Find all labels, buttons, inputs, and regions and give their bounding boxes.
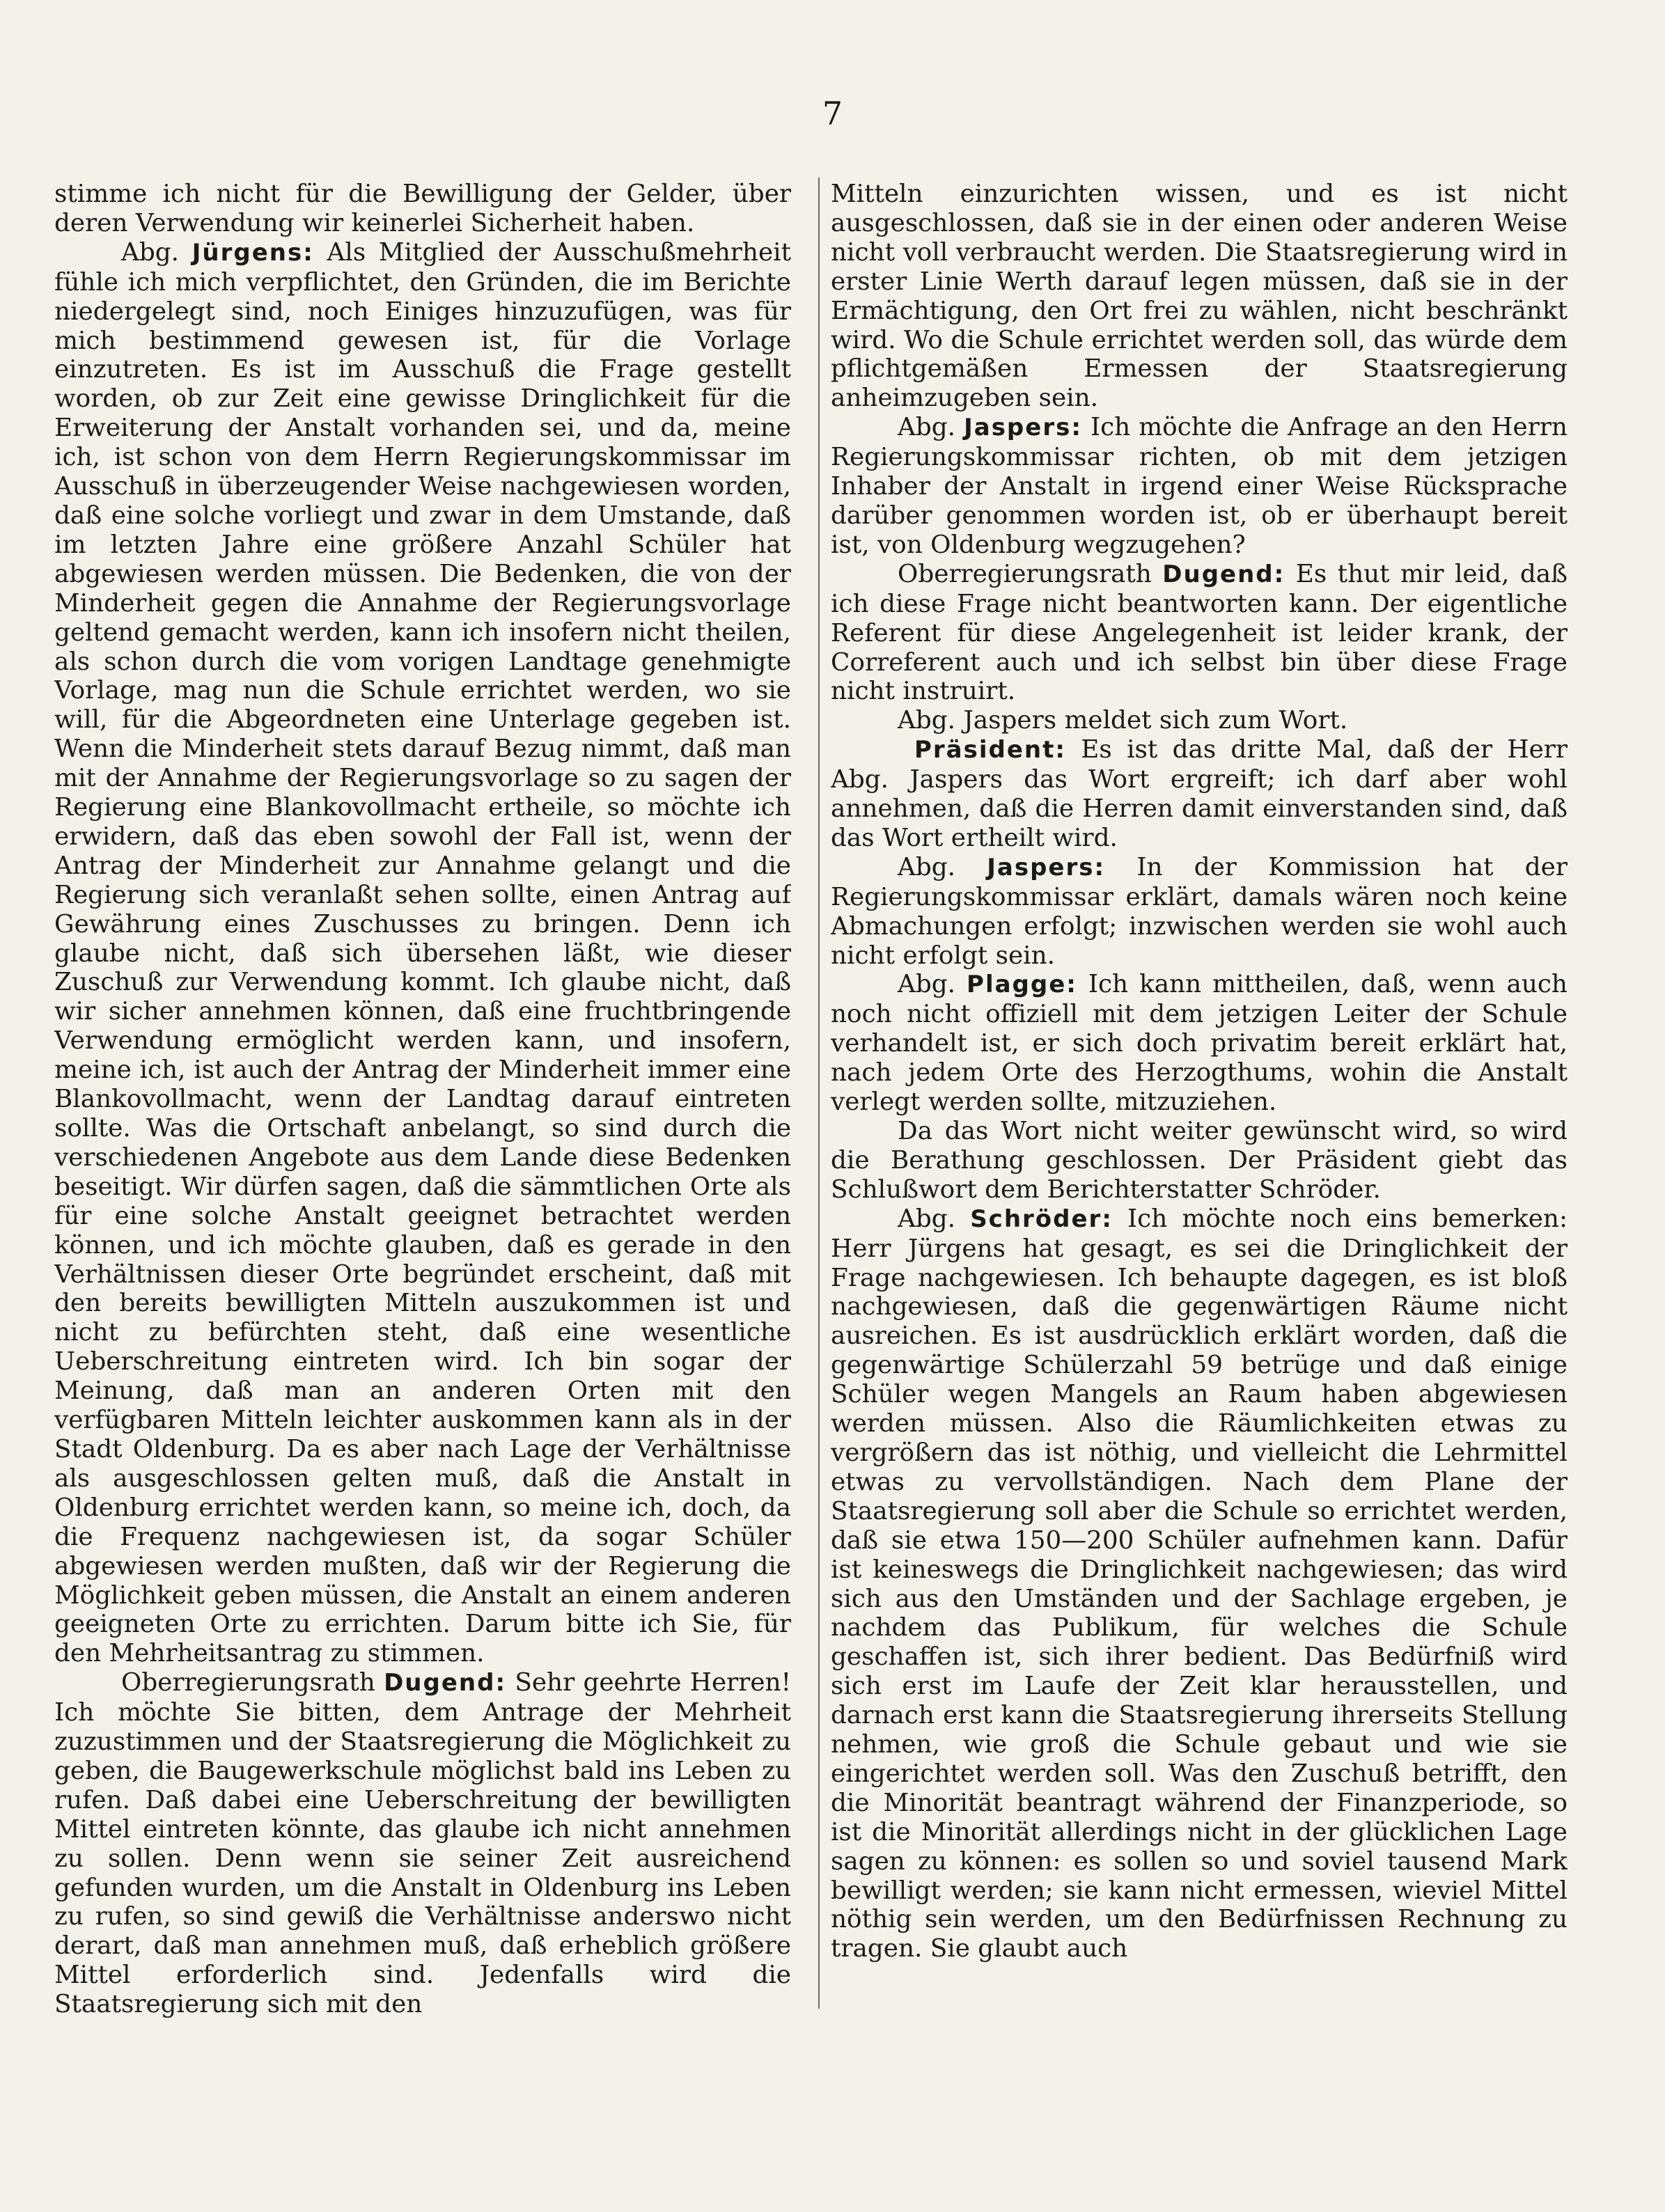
page-number: 7 bbox=[822, 95, 843, 132]
speaker-prefix: Oberregierungsrath bbox=[121, 1668, 375, 1697]
paragraph bbox=[831, 735, 1568, 853]
paragraph bbox=[831, 560, 1568, 707]
paragraph bbox=[54, 1668, 791, 2019]
left-column bbox=[54, 180, 791, 2060]
paragraph bbox=[831, 180, 1568, 413]
speaker-prefix: Abg. bbox=[121, 237, 180, 267]
paragraph bbox=[831, 853, 1568, 971]
paragraph-text: Da das Wort nicht weiter gewünscht wird, so wird die Berathung geschlossen. Der Präsident giebt das Schlußwort dem Berichterstatter Schröder. bbox=[831, 1117, 1568, 1204]
speaker-prefix: Abg. bbox=[898, 413, 956, 442]
speaker-name: Schröder: bbox=[970, 1205, 1113, 1233]
speaker-name: Plagge: bbox=[967, 971, 1077, 999]
speaker-name: Jaspers: bbox=[987, 853, 1106, 881]
paragraph-text: Ich kann mittheilen, daß, wenn auch noch nicht offiziell mit dem jetzigen Leiter der Schule verhandelt ist, er sich doch privatim bereit erklärt hat, nach jedem Orte des Herzogthums, wohin die Anstalt verlegt werden sollte, mitzuziehen. bbox=[831, 970, 1568, 1117]
paragraph bbox=[831, 413, 1568, 560]
paragraph bbox=[831, 1205, 1568, 1964]
paragraph-text: Es ist das dritte Mal, daß der Herr Abg. Jaspers das Wort ergreift; ich darf aber wohl annehmen, daß die Herren damit einverstanden sind, daß das Wort ertheilt wird. bbox=[831, 735, 1568, 852]
paragraph-text: Sehr geehrte Herren! Ich möchte Sie bitten, dem Antrage der Mehrheit zuzustimmen und der Staatsregierung die Möglichkeit zu geben, die Baugewerkschule möglichst bald ins Leben zu rufen. Daß dabei eine Ueberschreitung der bewilligten Mittel eintreten könnte, das glaube ich nicht annehmen zu sollen. Denn wenn sie seiner Zeit ausreichend gefunden wurden, um die Anstalt in Oldenburg ins Leben zu rufen, so sind gewiß die Verhältnisse anderswo nicht derart, daß man annehmen muß, daß erheblich größere Mittel erforderlich sind. Jedenfalls wird die Staatsregierung sich mit den bbox=[54, 1668, 791, 2019]
speaker-prefix: Abg. bbox=[898, 1204, 956, 1233]
paragraph-text: In der Kommission hat der Regierungskommissar erklärt, damals wären noch keine Abmachungen erfolgt; inzwischen werden sie wohl auch nicht erfolgt sein. bbox=[831, 852, 1568, 970]
speaker-name: Dugend: bbox=[1162, 560, 1285, 588]
speaker-name: Präsident: bbox=[914, 736, 1066, 764]
paragraph bbox=[831, 706, 1568, 735]
speaker-prefix: Oberregierungsrath bbox=[898, 559, 1152, 588]
paragraph-text: Als Mitglied der Ausschußmehrheit fühle ich mich verpflichtet, den Gründen, die im Berichte niedergelegt sind, noch Einiges hinzuzufügen, was für mich bestimmend gewesen ist, für die Vorlage einzutreten. Es ist im Ausschuß die Frage gestellt worden, ob zur Zeit eine gewisse Dringlichkeit für die Erweiterung der Anstalt vorhanden sei, und da, meine ich, ist schon von dem Herrn Regierungskommissar im Ausschuß in überzeugender Weise nachgewiesen worden, daß eine solche vorliegt und zwar in dem Umstande, daß im letzten Jahre eine größere Anzahl Schüler hat abgewiesen werden müssen. Die Bedenken, die von der Minderheit gegen die Annahme der Regierungsvorlage geltend gemacht werden, kann ich insofern nicht theilen, als schon durch die vom vorigen Landtage genehmigte Vorlage, mag nun die Schule errichtet werden, wo sie will, für die Abgeordneten eine Unterlage gegeben ist. Wenn die Minderheit stets darauf Bezug nimmt, daß man mit der Annahme der Regierungsvorlage so zu sagen der Regierung eine Blankovollmacht ertheile, so möchte ich erwidern, daß das eben sowohl der Fall ist, wenn der Antrag der Minderheit zur Annahme gelangt und die Regierung sich veranlaßt sehen sollte, einen Antrag auf Gewährung eines Zuschusses zu bringen. Denn ich glaube nicht, daß sich übersehen läßt, wie dieser Zuschuß zur Verwendung kommt. Ich glaube nicht, daß wir sicher annehmen können, daß eine fruchtbringende Verwendung ermöglicht werden kann, und insofern, meine ich, ist auch der Antrag der Minderheit immer eine Blankovollmacht, wenn der Landtag darauf eintreten sollte. Was die Ortschaft anbelangt, so sind durch die verschiedenen Angebote aus dem Lande diese Bedenken beseitigt. Wir dürfen sagen, daß die sämmtlichen Orte als für eine solche Anstalt geeignet betrachtet werden können, und ich möchte glauben, daß es gerade in den Verhältnissen dieser Orte begründet erscheint, daß mit den bereits bewilligten Mitteln auszukommen ist und nicht zu befürchten steht, daß eine wesentliche Ueberschreitung eintreten wird. Ich bin sogar der Meinung, daß man an anderen Orten mit den verfügbaren Mitteln leichter auskommen kann als in der Stadt Oldenburg. Da es aber nach Lage der Verhältnisse als ausgeschlossen gelten muß, daß die Anstalt in Oldenburg errichtet werden kann, so meine ich, doch, da die Frequenz nachgewiesen ist, da sogar Schüler abgewiesen werden mußten, daß wir der Regierung die Möglichkeit geben müssen, die Anstalt an einem anderen geeigneten Orte zu errichten. Darum bitte ich Sie, für den Mehrheitsantrag zu stimmen. bbox=[54, 237, 791, 1668]
speaker-name: Dugend: bbox=[384, 1669, 507, 1697]
note-text: Abg. Jaspers meldet sich zum Wort. bbox=[898, 706, 1348, 735]
speaker-name: Jürgens: bbox=[191, 238, 314, 267]
right-column bbox=[831, 180, 1568, 2060]
column-divider bbox=[818, 178, 820, 2009]
paragraph-text: stimme ich nicht für die Bewilligung der Gelder, über deren Verwendung wir keinerlei Sicherheit haben. bbox=[54, 180, 791, 237]
paragraph bbox=[831, 1117, 1568, 1205]
speaker-name: Jaspers: bbox=[964, 414, 1082, 442]
speaker-prefix: Abg. bbox=[898, 970, 956, 999]
speaker-prefix: Abg. bbox=[898, 852, 956, 881]
paragraph-text: Ich möchte noch eins bemerken: Herr Jürgens hat gesagt, es sei die Dringlichkeit der Frage nachgewiesen. Ich behaupte dagegen, es ist bloß nachgewiesen, daß die gegenwärtigen Räume nicht ausreichen. Es ist ausdrücklich erklärt worden, daß die gegenwärtige Schülerzahl 59 betrüge und daß einige Schüler wegen Mangels an Raum haben abgewiesen werden müssen. Also die Räumlichkeiten etwas zu vergrößern das ist nöthig, und vielleicht die Lehrmittel etwas zu vervollständigen. Nach dem Plane der Staatsregierung soll aber die Schule so errichtet werden, daß sie etwa 150—200 Schüler aufnehmen kann. Dafür ist keineswegs die Dringlichkeit nachgewiesen; das wird sich aus den Umständen und der Sachlage ergeben, je nachdem das Publikum, für welches die Schule geschaffen ist, sich ihrer bedient. Das Bedürfniß wird sich erst im Laufe der Zeit klar herausstellen, und darnach erst kann die Staatsregierung ihrerseits Stellung nehmen, wie groß die Schule gebaut und wie sie eingerichtet werden soll. Was den Zuschuß betrifft, den die Minorität beantragt während der Finanzperiode, so ist die Minorität allerdings nicht in der glücklichen Lage sagen zu können: es sollen so und soviel tausend Mark bewilligt werden; sie kann nicht ermessen, wieviel Mittel nöthig sein werden, um den Bedürfnissen Rechnung zu tragen. Sie glaubt auch bbox=[831, 1204, 1568, 1963]
paragraph bbox=[831, 970, 1568, 1117]
paragraph bbox=[54, 180, 791, 238]
paragraph-text: Es thut mir leid, daß ich diese Frage nicht beantworten kann. Der eigentliche Referent für diese Angelegenheit ist leider krank, der Correferent auch und ich selbst bin über diese Frage nicht instruirt. bbox=[831, 559, 1568, 706]
paragraph bbox=[54, 238, 791, 1668]
paragraph-text: Mitteln einzurichten wissen, und es ist nicht ausgeschlossen, daß sie in der einen oder anderen Weise nicht voll verbraucht werden. Die Staatsregierung wird in erster Linie Werth darauf legen müssen, daß sie in der Ermächtigung, den Ort frei zu wählen, nicht beschränkt wird. Wo die Schule errichtet werden soll, das würde dem pflichtgemäßen Ermessen der Staatsregierung anheimzugeben sein. bbox=[831, 180, 1568, 413]
paragraph-text: Ich möchte die Anfrage an den Herrn Regierungskommissar richten, ob mit dem jetzigen Inhaber der Anstalt in irgend einer Weise Rücksprache darüber genommen worden ist, ob er überhaupt bereit ist, von Oldenburg wegzugehen? bbox=[831, 413, 1568, 559]
